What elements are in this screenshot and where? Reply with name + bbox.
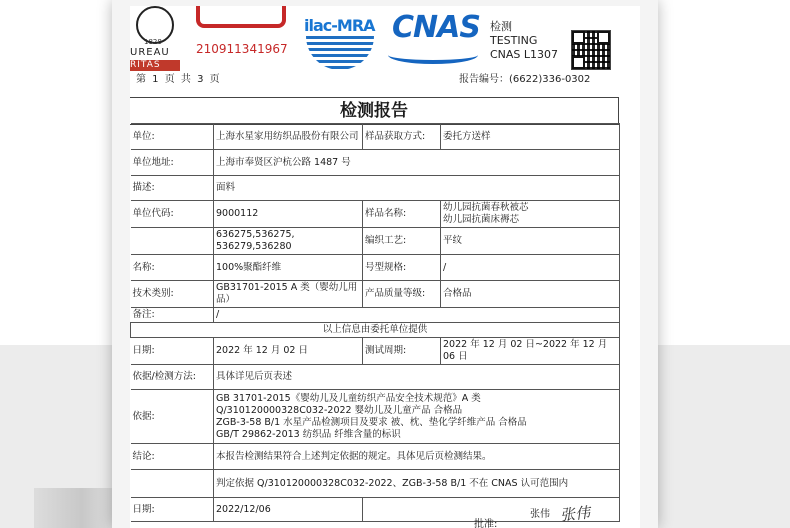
cnas-arc-icon <box>388 46 478 64</box>
row-value: 2022 年 12 月 02 日~2022 年 12 月 06 日 <box>441 338 620 365</box>
row-label: 样品获取方式: <box>363 124 441 150</box>
cert-label-testing: TESTING <box>490 34 538 47</box>
row-label: 单位代码: <box>131 201 214 228</box>
row-label: 单位: <box>131 124 214 150</box>
handwritten-signature: 张伟 <box>559 503 591 525</box>
bv-year: 1828 <box>144 38 162 46</box>
row-value: 2022/12/06 <box>214 498 363 522</box>
row-label: 描述: <box>131 176 214 201</box>
row-value: 本报告检测结果符合上述判定依据的规定。具体见后页检测结果。 <box>214 444 620 470</box>
row-value: 面料 <box>214 176 620 201</box>
page-indicator: 第 1 页 共 3 页 <box>136 74 220 85</box>
qr-corner-icon <box>572 31 585 44</box>
criteria-line: ZGB-3-58 B/1 水星产品检测项目及要求 被、枕、垫化学纤维产品 合格品 <box>216 416 527 428</box>
row-value <box>214 390 620 444</box>
sample-name-line: 幼儿园抗菌床褥芯 <box>443 214 520 225</box>
qr-corner-icon <box>572 56 585 69</box>
row-value <box>441 201 620 228</box>
cert-label-number: CNAS L1307 <box>490 48 559 61</box>
row-label: 日期: <box>131 338 214 365</box>
cert-label-cn: 检测 <box>490 20 512 33</box>
row-label: 名称: <box>131 255 214 281</box>
row-label: 技术类别: <box>131 281 214 308</box>
table-row <box>131 176 620 201</box>
red-mark-logo <box>196 6 282 38</box>
table-row <box>131 124 620 150</box>
row-value: 判定依据 Q/310120000328C032-2022、ZGB-3-58 B/1 不在 CNAS 认可范围内 <box>214 470 620 498</box>
table-row <box>131 281 620 308</box>
row-value: 100%聚酯纤维 <box>214 255 363 281</box>
row-value: 636275,536275, 536279,536280 <box>214 228 363 255</box>
table-row <box>131 365 620 390</box>
row-value: 具体详见后页表述 <box>214 365 620 390</box>
red-mark-icon <box>196 6 286 28</box>
report-title: 检测报告 <box>130 97 619 125</box>
report-paper <box>130 6 640 528</box>
row-value: GB31701-2015 A 类（婴幼儿用品） <box>214 281 363 308</box>
criteria-line: GB/T 29862-2013 纺织品 纤维含量的标识 <box>216 428 401 440</box>
ilac-mra-globe-icon <box>306 36 374 70</box>
row-label: 样品名称: <box>363 201 441 228</box>
row-label: 依据: <box>131 390 214 444</box>
row-value: 平纹 <box>441 228 620 255</box>
table-row <box>131 201 620 228</box>
bureau-veritas-logo <box>130 6 180 72</box>
signer-name: 张伟 <box>530 509 550 520</box>
row-label-empty <box>131 228 214 255</box>
row-label: 日期: <box>131 498 214 522</box>
report-phone-number: 210911341967 <box>196 42 288 56</box>
row-value: 2022 年 12 月 02 日 <box>214 338 363 365</box>
table-row <box>131 228 620 255</box>
bv-word-top: UREAU <box>130 47 170 58</box>
row-label: 号型规格: <box>363 255 441 281</box>
row-value: 委托方送样 <box>441 124 620 150</box>
approve-label: 批准: <box>474 519 498 528</box>
criteria-line: GB 31701-2015《婴幼儿及儿童纺织产品安全技术规范》A 类 <box>216 392 481 404</box>
bv-word-bottom: RITAS <box>130 60 180 71</box>
sample-name-line: 幼儿园抗菌春秋被芯 <box>443 202 529 213</box>
row-value: 上海市奉贤区沪杭公路 1487 号 <box>214 150 620 176</box>
cnas-certificate-block <box>490 20 558 62</box>
ilac-mra-logo: ilac-MRA <box>304 16 375 35</box>
row-label: 单位地址: <box>131 150 214 176</box>
table-row <box>131 255 620 281</box>
table-row <box>131 338 620 365</box>
cnas-logo: CNAS <box>392 10 480 45</box>
row-label: 测试周期: <box>363 338 441 365</box>
row-note: 以上信息由委托单位提供 <box>131 323 620 338</box>
row-value: 上海水星家用纺织品股份有限公司 <box>214 124 363 150</box>
table-row <box>131 323 620 338</box>
table-row <box>131 470 620 498</box>
row-value: 9000112 <box>214 201 363 228</box>
qr-code-icon <box>571 30 611 70</box>
qr-corner-icon <box>597 31 610 44</box>
table-row <box>131 444 620 470</box>
row-label: 产品质量等级: <box>363 281 441 308</box>
table-row <box>131 390 620 444</box>
table-row <box>131 150 620 176</box>
row-label: 依据/检测方法: <box>131 365 214 390</box>
row-label: 备注: <box>131 308 214 323</box>
criteria-line: Q/310120000328C032-2022 婴幼儿及儿童产品 合格品 <box>216 404 463 416</box>
row-label-empty <box>131 470 214 498</box>
row-label: 结论: <box>131 444 214 470</box>
table-row <box>131 308 620 323</box>
report-number: 报告编号：(6622)336-0302 <box>459 74 591 85</box>
row-label: 编织工艺: <box>363 228 441 255</box>
row-value: / <box>441 255 620 281</box>
row-value: 合格品 <box>441 281 620 308</box>
row-value: / <box>214 308 620 323</box>
report-table <box>130 123 620 522</box>
